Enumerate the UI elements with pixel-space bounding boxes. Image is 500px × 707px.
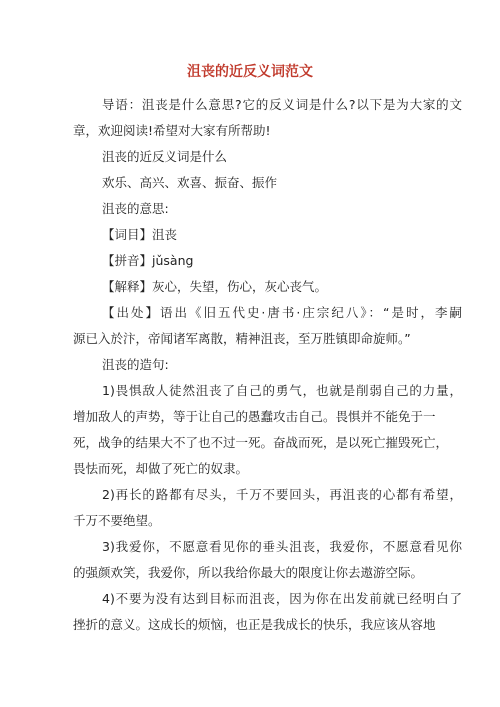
entry-definition-label: 【解释】 [102, 279, 153, 294]
antonym-list: 欢乐、高兴、欢喜、振奋、振作 [102, 175, 278, 190]
entry-source-line-2: 源已入於汴，帝闻诸军离散，精神沮丧，至万胜镇即命旋师。” [73, 331, 411, 346]
entry-source-line-1 [102, 304, 462, 322]
example-4-line-1: 4)不要为没有达到目标而沮丧，因为你在出发前就已经明白了 [102, 591, 462, 606]
entry-source-text-1: 语出《旧五代史·唐书·庄宗纪八》：“是时，李嗣 [159, 305, 462, 320]
document-title: 沮丧的近反义词范文 [187, 64, 313, 80]
example-1-line-1: 1)畏惧敌人徒然沮丧了自己的勇气，也就是削弱自己的力量， [102, 383, 462, 398]
entry-pinyin-value: jǔsàng [152, 253, 194, 268]
example-4-line-2: 挫折的意义。这成长的烦恼，也正是我成长的快乐，我应该从容地 [73, 617, 436, 632]
example-1-line-3: 死，战争的结果大不了也不过一死。奋战而死，是以死亡摧毁死亡， [73, 435, 449, 450]
example-1-line-4: 畏怯而死，却做了死亡的奴隶。 [73, 461, 249, 476]
example-2-line-1: 2)再长的路都有尽头，千万不要回头，再沮丧的心都有希望， [102, 487, 462, 502]
antonym-heading: 沮丧的近反义词是什么 [102, 149, 228, 164]
example-2-line-2: 千万不要绝望。 [73, 513, 161, 528]
meaning-heading: 沮丧的意思: [102, 201, 169, 216]
example-heading: 沮丧的造句: [102, 357, 169, 372]
entry-pinyin [102, 252, 462, 270]
entry-definition [102, 278, 462, 296]
entry-source-label: 【出处】 [102, 305, 160, 320]
intro-line-1: 导语：沮丧是什么意思?它的反义词是什么?以下是为大家的文 [102, 97, 462, 112]
intro-line-2: 章，欢迎阅读!希望对大家有所帮助! [73, 123, 271, 138]
entry-word [102, 226, 462, 244]
entry-word-value: 沮丧 [152, 227, 178, 242]
entry-pinyin-label: 【拼音】 [102, 253, 153, 268]
entry-word-label: 【词目】 [102, 227, 153, 242]
example-1-line-2: 增加敌人的声势，等于让自己的愚蠢攻击自己。畏惧并不能免于一 [73, 409, 436, 424]
entry-definition-value: 灰心，失望，伤心，灰心丧气。 [152, 279, 328, 294]
example-3-line-2: 的强颜欢笑，我爱你，所以我给你最大的限度让你去遨游空际。 [73, 565, 424, 580]
example-3-line-1: 3)我爱你，不愿意看见你的垂头沮丧，我爱你，不愿意看见你 [102, 539, 462, 554]
